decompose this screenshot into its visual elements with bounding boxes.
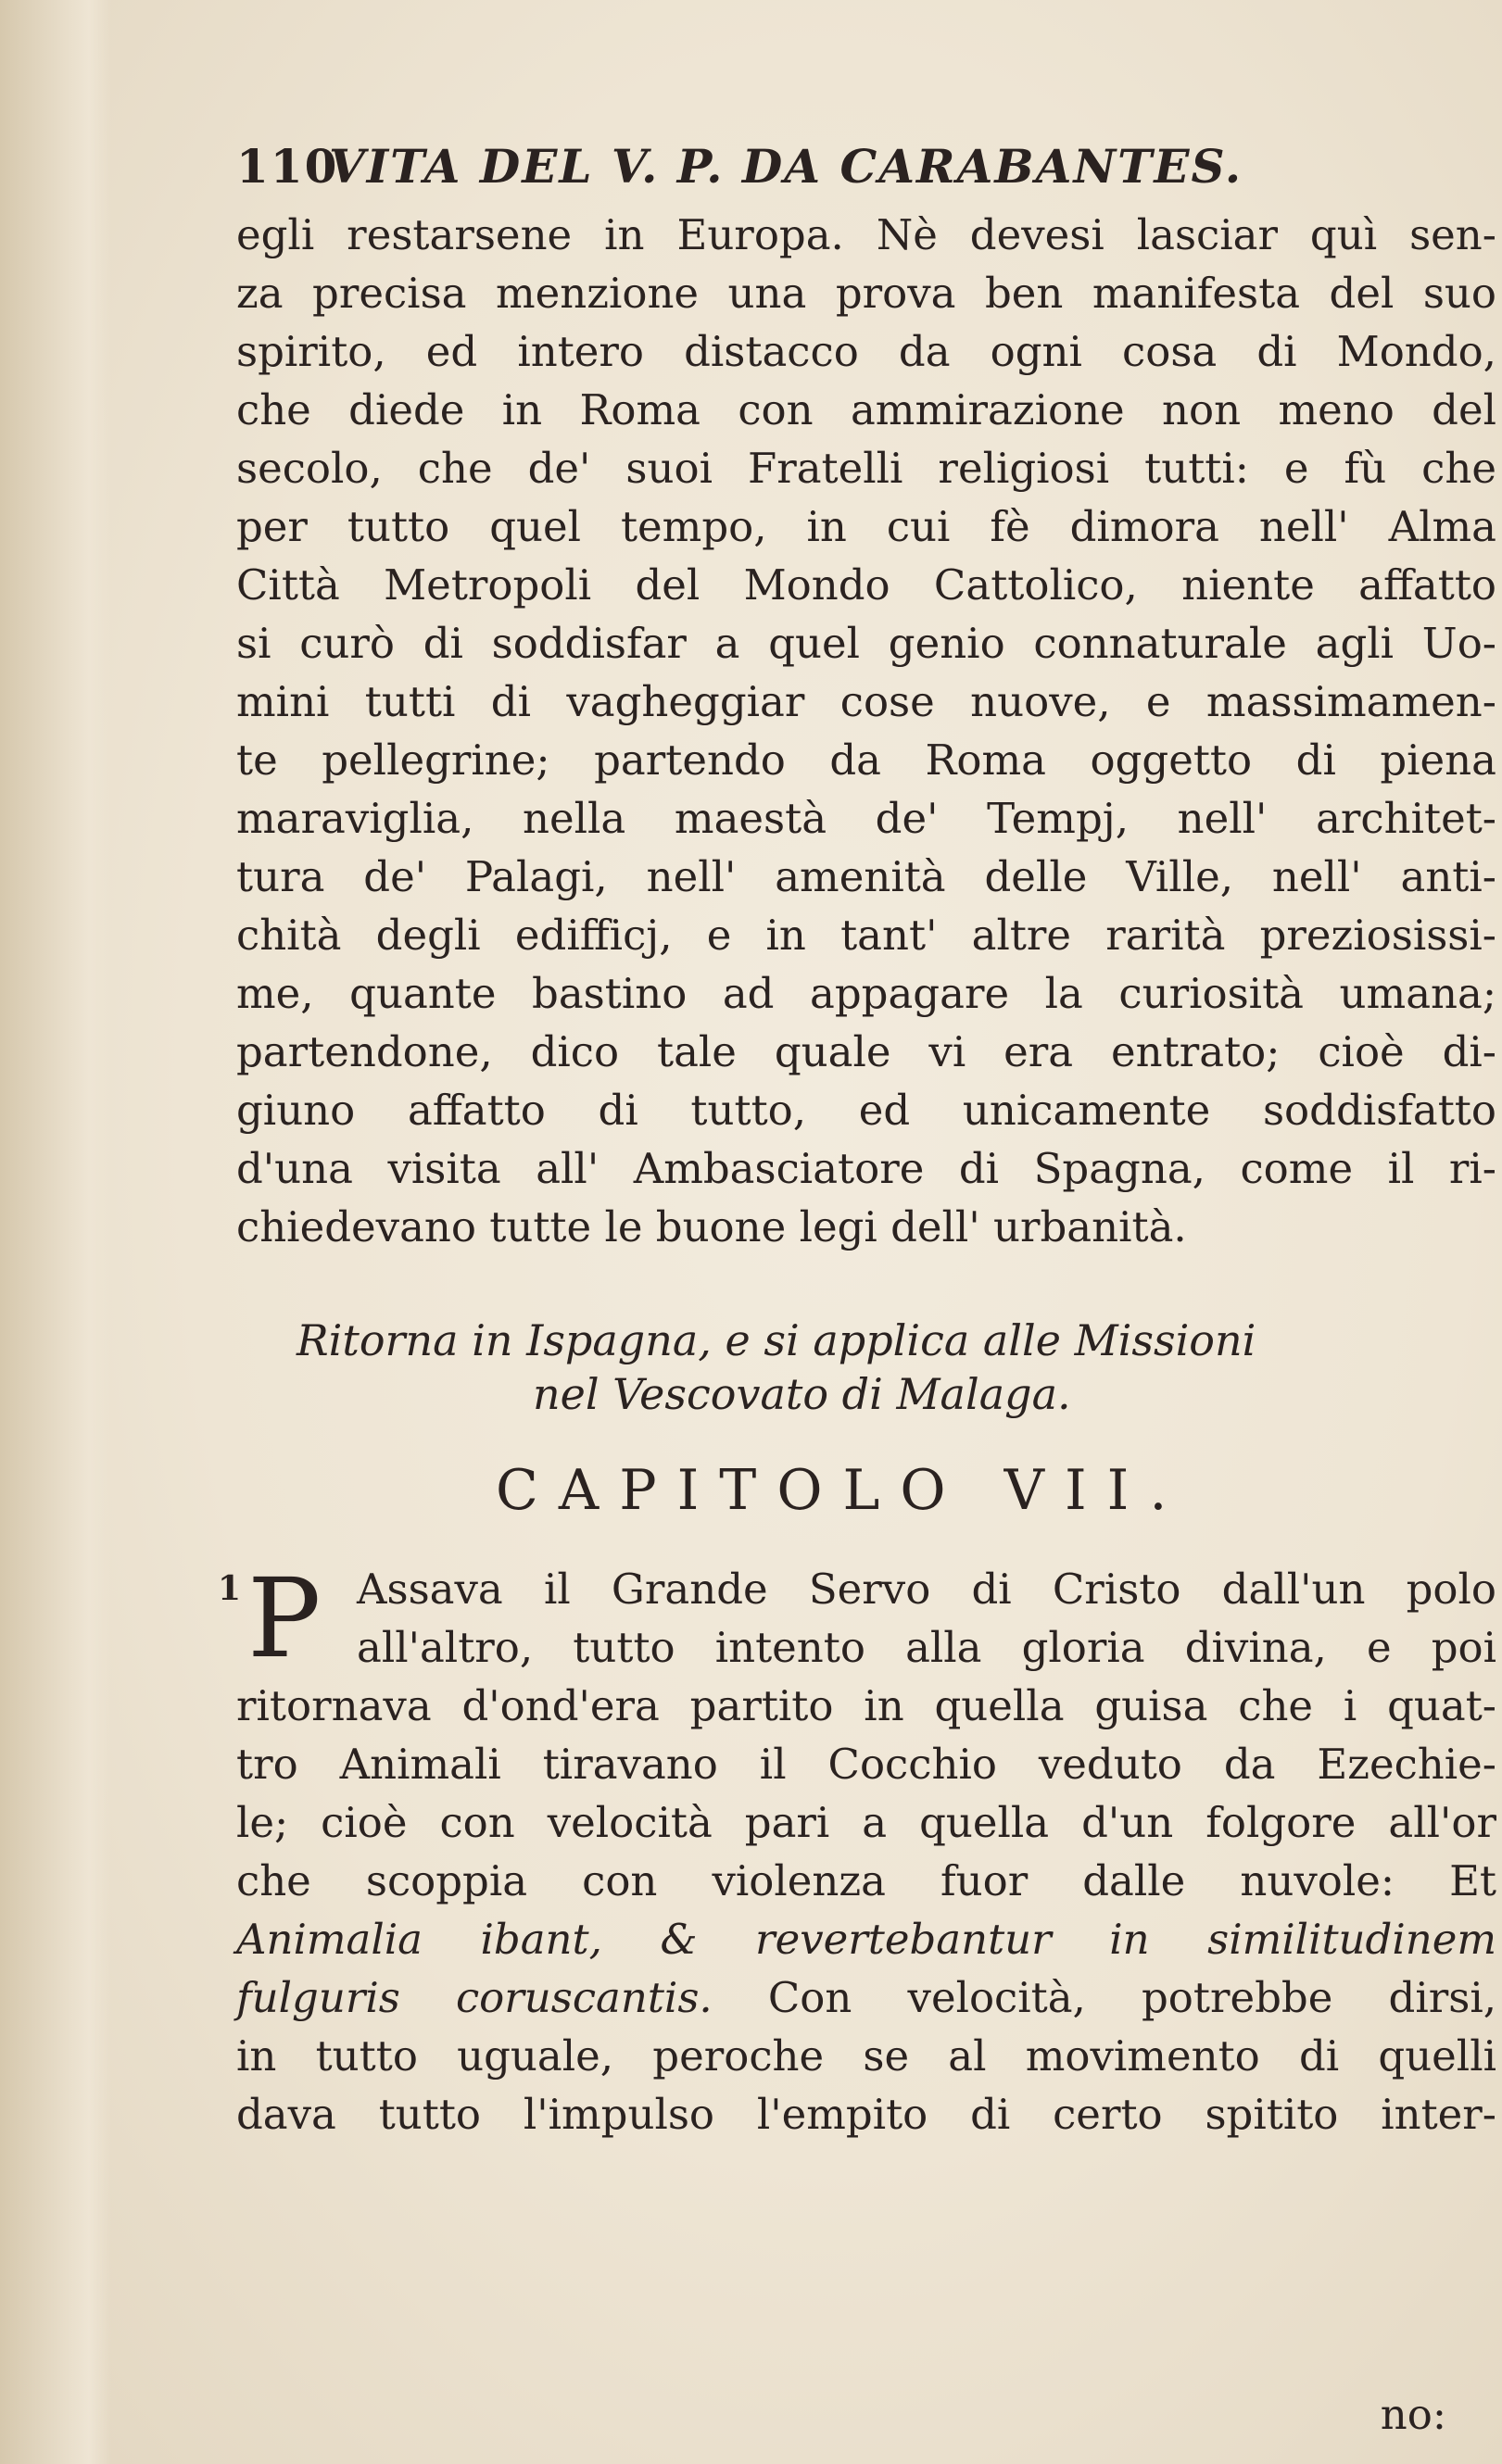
chapter-heading: CAPITOLO VII. (496, 1458, 1188, 1523)
text-line: za precisa menzione una prova ben manifesta del suo (236, 269, 1496, 318)
running-title: VITA DEL V. P. DA CARABANTES. (329, 139, 1243, 194)
drop-cap: P (247, 1554, 322, 1682)
chapter-subtitle-line-1: Ritorna in Ispagna, e si applica alle Missioni (297, 1315, 1256, 1365)
text-line: in tutto uguale, peroche se al movimento di quelli (236, 2031, 1496, 2081)
text-line: me, quante bastino ad appagare la curiosità umana; (236, 969, 1496, 1018)
text-line: che diede in Roma con ammirazione non meno del (236, 385, 1496, 434)
text-line: per tutto quel tempo, in cui fè dimora nell' Alma (236, 502, 1496, 551)
text-line: giuno affatto di tutto, ed unicamente soddisfatto (236, 1086, 1496, 1135)
text-block (218, 139, 1497, 2143)
text-line: spirito, ed intero distacco da ogni cosa di Mondo, (236, 327, 1496, 376)
text-line: chità degli edifficj, e in tant' altre rarità preziosissi- (236, 911, 1496, 960)
running-header (236, 139, 1496, 206)
catchword: no: (1380, 2390, 1446, 2439)
paragraph-number: 1 (218, 1569, 242, 1608)
page-number: 110 (236, 139, 339, 194)
text-line: maraviglia, nella maestà de' Tempj, nell' architet- (236, 794, 1496, 843)
text-line: tro Animali tiravano il Cocchio veduto da Ezechie- (236, 1740, 1496, 1789)
latin-quote-line: Animalia ibant, & revertebantur in similitudinem (236, 1915, 1496, 1964)
text-line: le; cioè con velocità pari a quella d'un folgore all'or (236, 1798, 1496, 1847)
latin-quote-end: fulguris coruscantis. (236, 1973, 713, 2022)
text-line: che scoppia con violenza fuor dalle nuvole: Et (236, 1856, 1496, 1905)
text-line: d'una visita all' Ambasciatore di Spagna, come il ri- (236, 1144, 1496, 1193)
text-line: partendone, dico tale quale vi era entrato; cioè di- (236, 1027, 1496, 1076)
text-line: si curò di soddisfar a quel genio connaturale agli Uo- (236, 619, 1496, 668)
text-line: tura de' Palagi, nell' amenità delle Ville, nell' anti- (236, 852, 1496, 901)
text-line (236, 1968, 1496, 2027)
paragraph-2 (218, 1554, 1497, 2143)
text-line: secolo, che de' suoi Fratelli religiosi tutti: e fù che (236, 444, 1496, 493)
text-line: all'altro, tutto intento alla gloria divina, e poi (357, 1623, 1496, 1672)
text-line: Città Metropoli del Mondo Cattolico, niente affatto (236, 560, 1496, 610)
page-spine-shadow (0, 0, 111, 2464)
text-line: te pellegrine; partendo da Roma oggetto di piena (236, 735, 1496, 785)
text-line: mini tutti di vagheggiar cose nuove, e massimamen- (236, 677, 1496, 726)
chapter-subtitle-line-2: nel Vescovato di Malaga. (533, 1369, 1071, 1419)
paragraph-1 (236, 206, 1496, 1256)
text-line: ritornava d'ond'era partito in quella guisa che i quat- (236, 1681, 1496, 1730)
text-line: dava tutto l'impulso l'empito di certo spitito inter- (236, 2090, 1496, 2139)
text-line: Assava il Grande Servo di Cristo dall'un polo (357, 1565, 1496, 1614)
text-line-rest: Con velocità, potrebbe dirsi, (712, 1973, 1497, 2022)
text-line: chiedevano tutte le buone legi dell' urbanità. (236, 1202, 1187, 1251)
text-line: egli restarsene in Europa. Nè devesi lasciar quì sen- (236, 210, 1496, 259)
